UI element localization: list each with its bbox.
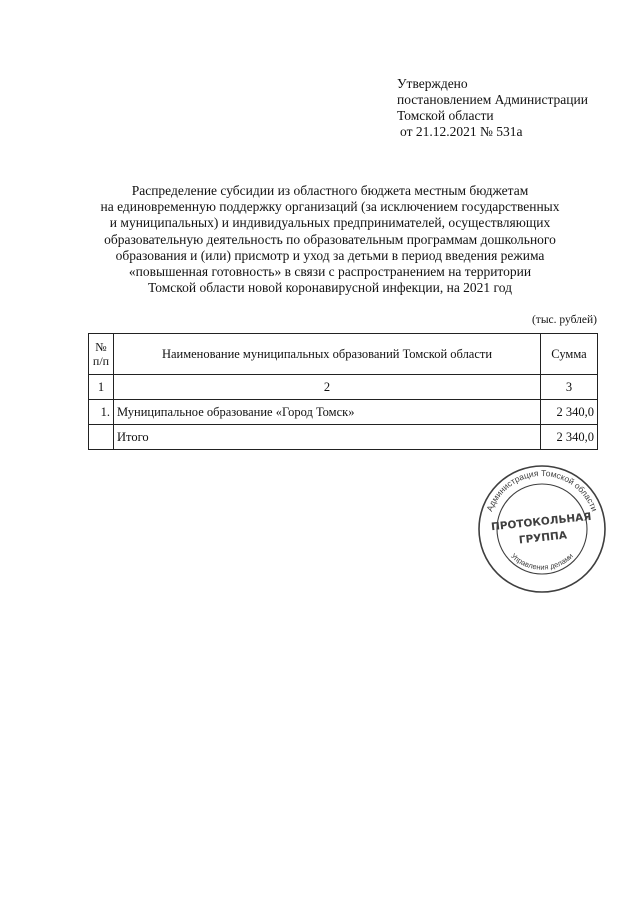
header-name: Наименование муниципальных образований Томской области	[114, 334, 541, 375]
header-number-line1: №	[95, 340, 107, 354]
approval-date: от 21.12.2021 № 531а	[400, 124, 523, 139]
column-number-cell: 2	[114, 375, 541, 400]
title-line: образовательную деятельность по образовательным программам дошкольного	[104, 231, 556, 247]
approval-line-1: Утверждено	[397, 76, 468, 91]
header-sum: Сумма	[541, 334, 598, 375]
row-number: 1.	[89, 400, 114, 425]
official-stamp	[476, 463, 608, 595]
header-number	[89, 334, 114, 375]
stamp-inner-line-2: ГРУППА	[518, 529, 568, 547]
total-label: Итого	[114, 425, 541, 450]
column-number-cell: 1	[89, 375, 114, 400]
table-row	[89, 400, 598, 425]
title-line: Распределение субсидии из областного бюджета местным бюджетам	[131, 183, 529, 198]
approval-line-3: Томской области	[397, 108, 494, 123]
title-line: Томской области новой коронавирусной инфекции, на 2021 год	[148, 280, 512, 296]
table-header-row	[89, 334, 598, 375]
row-name: Муниципальное образование «Город Томск»	[114, 400, 541, 425]
title-line: «повышенная готовность» в связи с распространением на территории	[128, 264, 532, 280]
stamp-outer-text: Администрация Томской области	[484, 467, 600, 513]
stamp-bottom-text: Управления делами	[509, 551, 575, 572]
distribution-table	[88, 333, 598, 450]
title-line: и муниципальных) и индивидуальных предпринимателей, осуществляющих	[109, 215, 551, 231]
title-line: образования и (или) присмотр и уход за детьми в период введения режима	[115, 247, 545, 263]
approval-line-2: постановлением Администрации	[397, 92, 588, 107]
column-numbers-row	[89, 375, 598, 400]
stamp-inner-line-1: ПРОТОКОЛЬНАЯ	[490, 510, 592, 534]
total-sum: 2 340,0	[541, 425, 598, 450]
header-number-line2: п/п	[92, 354, 110, 368]
title-line: на единовременную поддержку организаций (за исключением государственных	[100, 199, 560, 215]
row-sum: 2 340,0	[541, 400, 598, 425]
column-number-cell: 3	[541, 375, 598, 400]
total-number	[89, 425, 114, 450]
approval-block	[397, 76, 617, 140]
total-row	[89, 425, 598, 450]
document-title	[60, 183, 600, 296]
units-note: (тыс. рублей)	[531, 314, 597, 326]
